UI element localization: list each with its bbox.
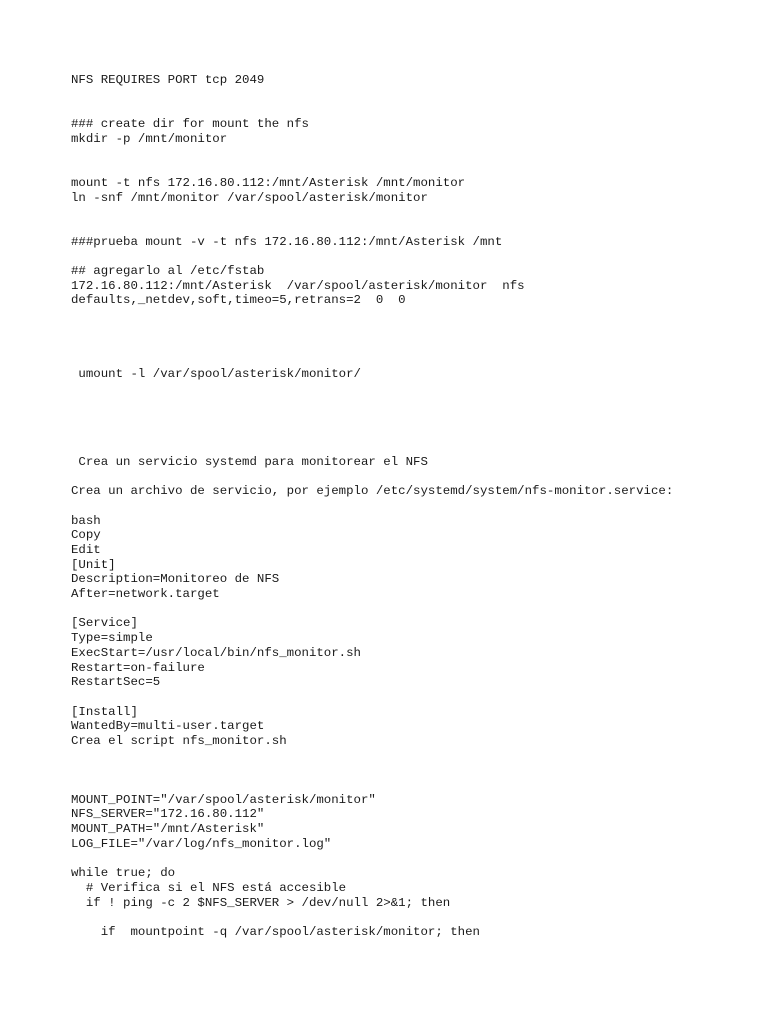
- document-line: Restart=on-failure: [71, 660, 205, 675]
- document-line: Edit: [71, 543, 101, 557]
- document-line: [Unit]: [71, 557, 116, 572]
- document-line: WantedBy=multi-user.target: [71, 719, 265, 734]
- document-line: mkdir -p /mnt/monitor: [71, 131, 228, 146]
- document-line: Crea un servicio systemd para monitorear el NFS: [71, 454, 428, 469]
- blank-line: [71, 337, 768, 352]
- blank-line: [71, 88, 768, 103]
- document-line: ## agregarlo al /etc/fstab: [71, 263, 265, 278]
- document-line: Copy: [71, 528, 101, 543]
- blank-line: [71, 146, 768, 161]
- blank-line: [71, 323, 768, 338]
- document-line: Crea un archivo de servicio, por ejemplo /etc/systemd/system/nfs-monitor.service:: [71, 484, 674, 499]
- document-line: umount -l /var/spool/asterisk/monitor/: [71, 366, 361, 381]
- blank-line: [71, 499, 768, 514]
- blank-line: [71, 308, 768, 323]
- blank-line: [71, 205, 768, 220]
- document-line: ln -snf /mnt/monitor /var/spool/asterisk/monitor: [71, 190, 428, 205]
- document-line: Description=Monitoreo de NFS: [71, 572, 280, 587]
- blank-line: [71, 396, 768, 411]
- blank-line: [71, 440, 768, 455]
- blank-line: [71, 910, 768, 925]
- document-line: LOG_FILE="/var/log/nfs_monitor.log": [71, 836, 332, 851]
- blank-line: [71, 749, 768, 764]
- document-line: MOUNT_POINT="/var/spool/asterisk/monitor": [71, 792, 376, 807]
- document-line: ExecStart=/usr/local/bin/nfs_monitor.sh: [71, 645, 361, 660]
- document-line: # Verifica si el NFS está accesible: [71, 880, 347, 895]
- document-line: Type=simple: [71, 631, 153, 646]
- document-line: NFS REQUIRES PORT tcp 2049: [71, 73, 265, 87]
- document-line: 172.16.80.112:/mnt/Asterisk /var/spool/asterisk/monitor nfs: [71, 278, 525, 293]
- document-line: mount -t nfs 172.16.80.112:/mnt/Asterisk /mnt/monitor: [71, 175, 466, 190]
- blank-line: [71, 426, 768, 441]
- blank-line: [71, 470, 768, 485]
- document-line: Crea el script nfs_monitor.sh: [71, 733, 287, 748]
- blank-line: [71, 249, 768, 264]
- blank-line: [71, 690, 768, 705]
- document-line: ### create dir for mount the nfs: [71, 117, 309, 132]
- document-line: MOUNT_PATH="/mnt/Asterisk": [71, 822, 265, 837]
- blank-line: [71, 602, 768, 617]
- blank-line: [71, 220, 768, 235]
- document-line: defaults,_netdev,soft,timeo=5,retrans=2 0 0: [71, 293, 406, 308]
- blank-line: [71, 778, 768, 793]
- document-line: RestartSec=5: [71, 675, 161, 690]
- blank-line: [71, 102, 768, 117]
- blank-line: [71, 763, 768, 778]
- blank-line: [71, 352, 768, 367]
- blank-line: [71, 851, 768, 866]
- blank-line: [71, 411, 768, 426]
- document-line: if mountpoint -q /var/spool/asterisk/monitor; then: [71, 924, 480, 939]
- document-line: bash: [71, 513, 101, 528]
- document-line: ###prueba mount -v -t nfs 172.16.80.112:/mnt/Asterisk /mnt: [71, 234, 503, 249]
- document-line: if ! ping -c 2 $NFS_SERVER > /dev/null 2>&1; then: [71, 895, 451, 910]
- document-line: [Service]: [71, 616, 138, 631]
- document-line: NFS_SERVER="172.16.80.112": [71, 807, 265, 822]
- blank-line: [71, 381, 768, 396]
- blank-line: [71, 161, 768, 176]
- document-line: [Install]: [71, 704, 138, 719]
- document-line: while true; do: [71, 866, 176, 881]
- document-page: [71, 73, 768, 940]
- document-line: After=network.target: [71, 587, 220, 602]
